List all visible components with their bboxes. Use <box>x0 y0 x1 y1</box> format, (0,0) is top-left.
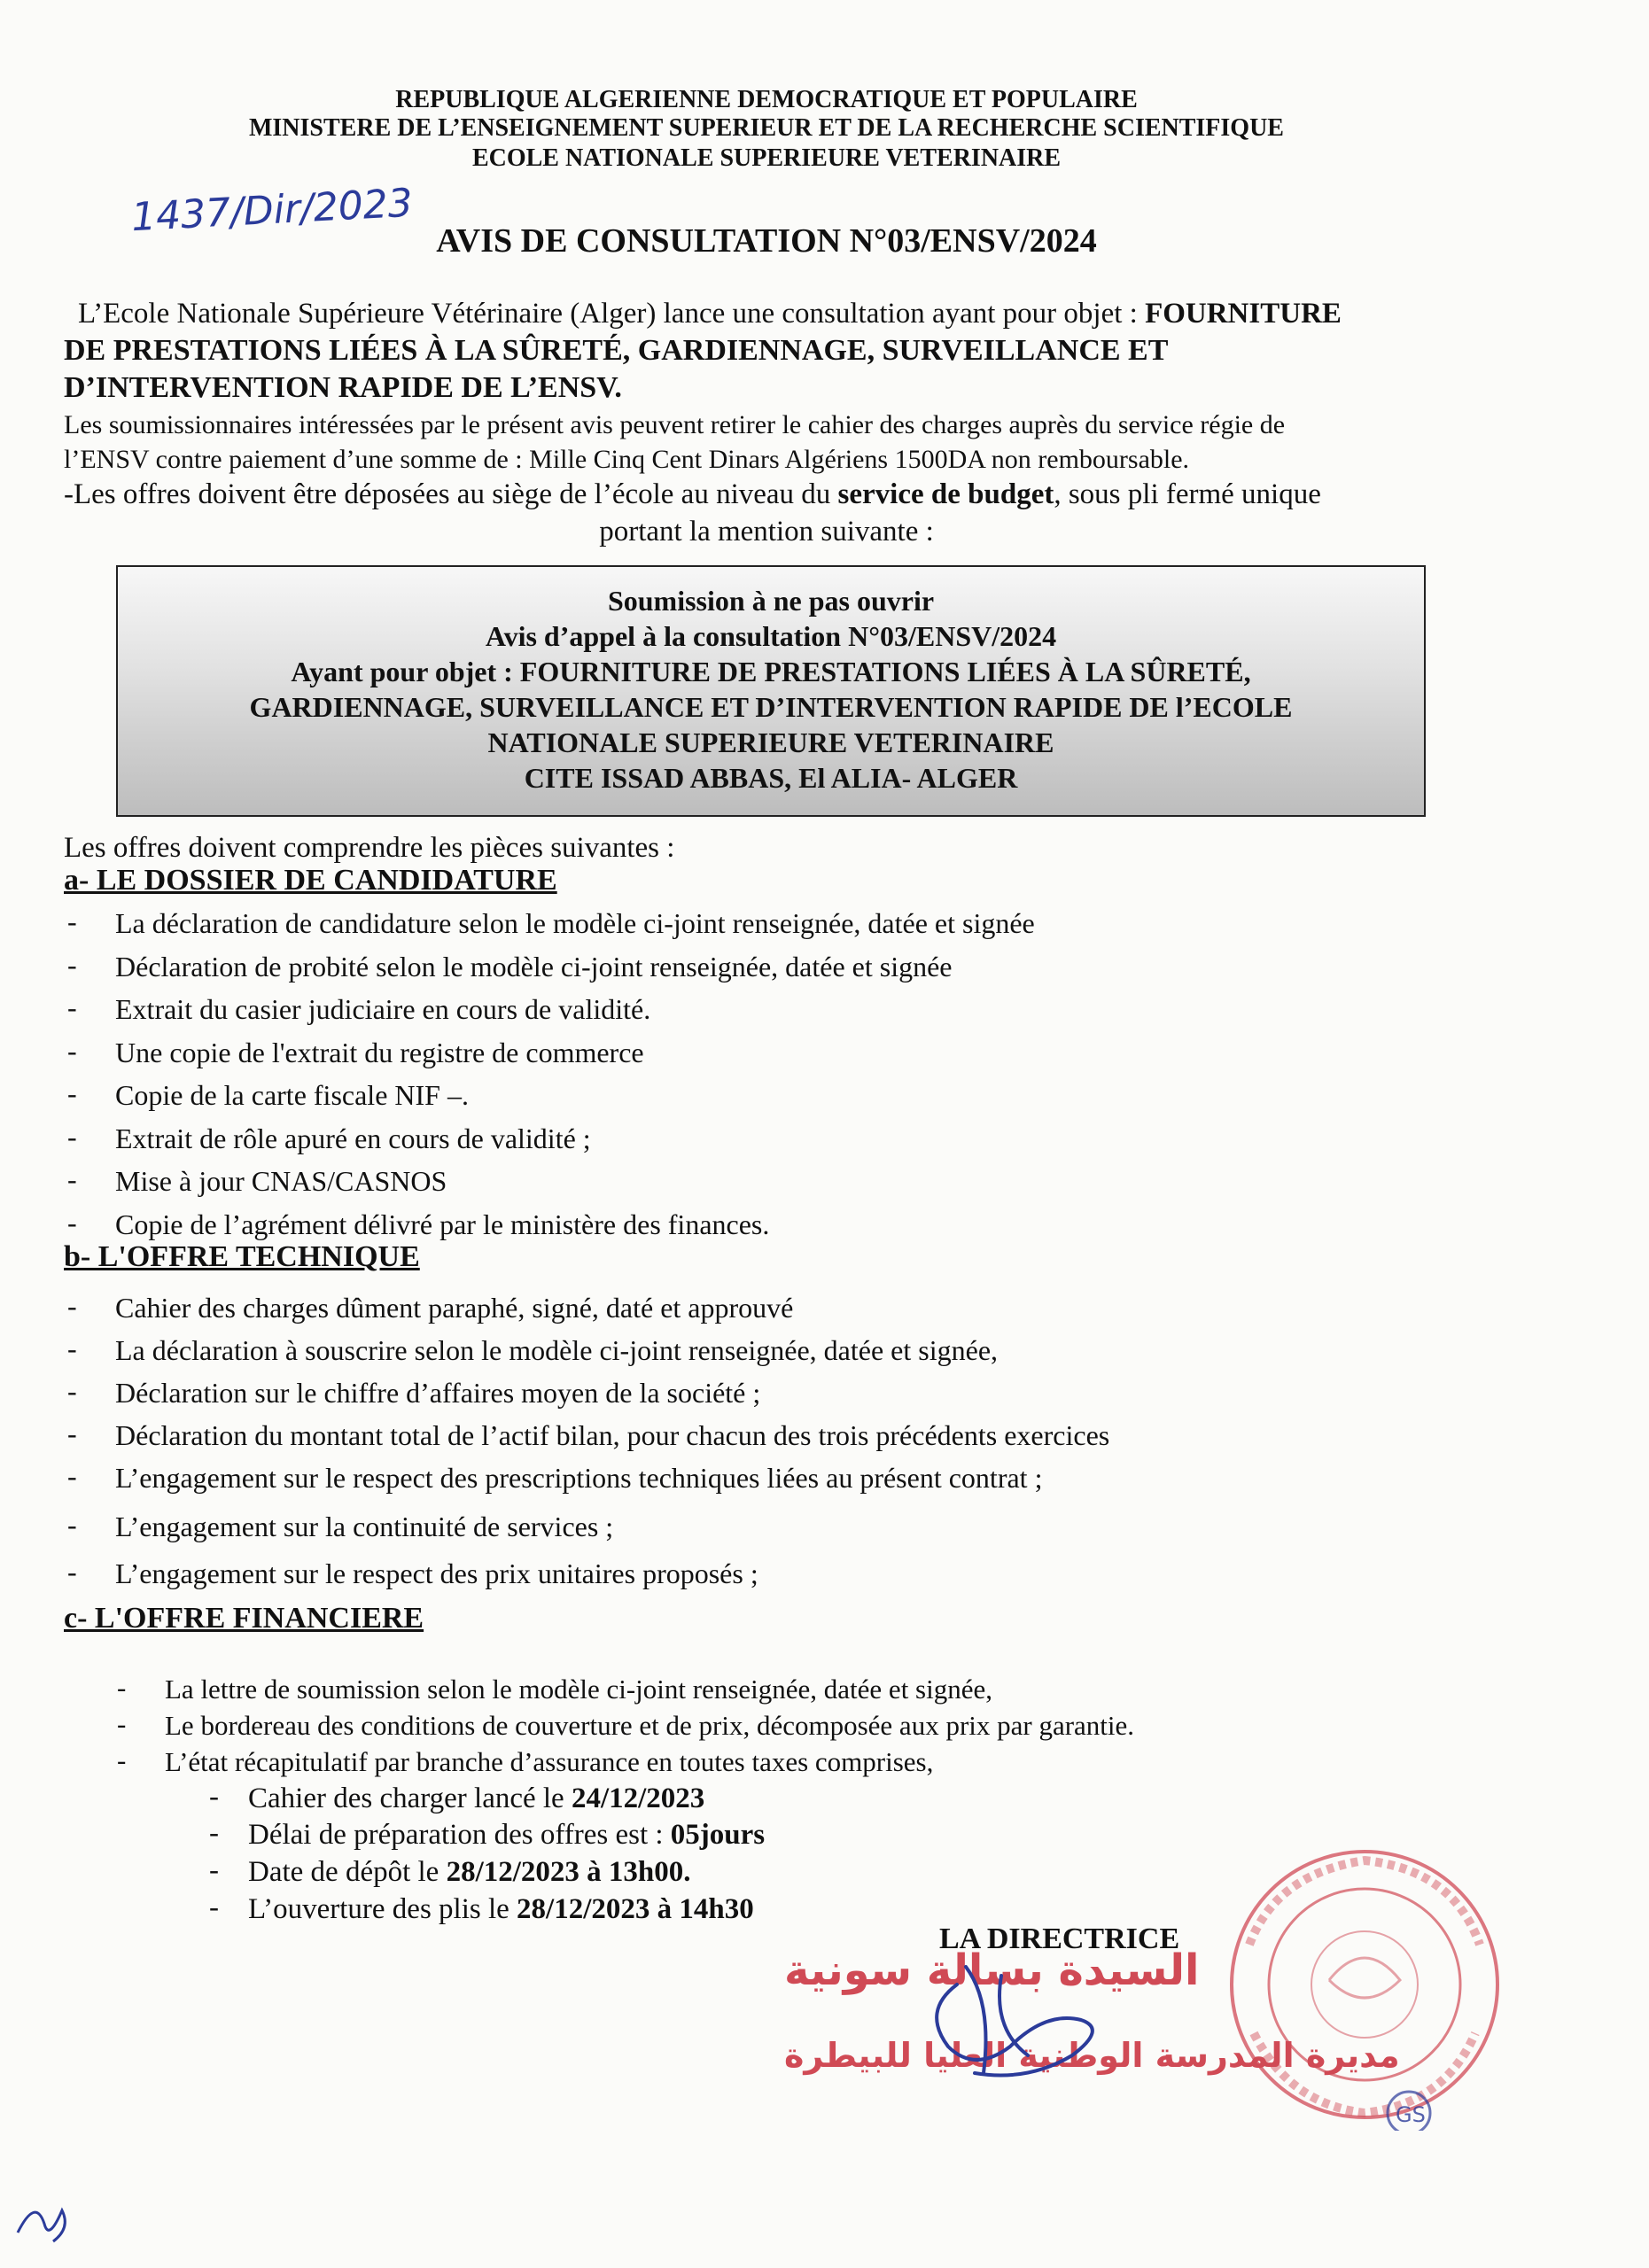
section-a-title: a- LE DOSSIER DE CANDIDATURE <box>64 864 557 897</box>
bullet-dash: - <box>67 905 77 937</box>
date-value: 24/12/2023 <box>571 1783 705 1814</box>
box-line-3: Ayant pour objet : FOURNITURE DE PRESTATIONS LIÉES À LA SÛRETÉ, <box>291 656 1251 687</box>
list-item: Copie de la carte fiscale NIF –. <box>115 1079 469 1111</box>
official-stamp <box>1214 1838 1515 2131</box>
bullet-dash: - <box>209 1891 219 1923</box>
bullet-dash: - <box>67 1375 77 1407</box>
list-item: Mise à jour CNAS/CASNOS <box>115 1165 447 1197</box>
bullet-dash: - <box>67 1034 77 1067</box>
header-line-1: REPUBLIQUE ALGERIENNE DEMOCRATIQUE ET POPULAIRE <box>395 86 1138 113</box>
list-item: Cahier des charges dûment paraphé, signé, daté et approuvé <box>115 1292 794 1324</box>
section-c-title: c- L'OFFRE FINANCIERE <box>64 1602 424 1635</box>
bullet-dash: - <box>67 991 77 1023</box>
intro-p3-bold: service de budget <box>837 478 1054 510</box>
list-item: Le bordereau des conditions de couverture et de prix, décomposée aux prix par garantie. <box>165 1710 1135 1741</box>
list-item: La lettre de soumission selon le modèle ci-joint renseignée, datée et signée, <box>165 1674 992 1705</box>
handwritten-signature <box>904 1931 1116 2100</box>
intro-paragraph-3-line-1 <box>64 477 1321 512</box>
intro-bold-2: DE PRESTATIONS LIÉES À LA SÛRETÉ, GARDIENNAGE, SURVEILLANCE ET <box>64 334 1169 367</box>
bullet-dash: - <box>67 1332 77 1364</box>
signature-role: LA DIRECTRICE <box>939 1922 1180 1955</box>
bullet-dash: - <box>67 1077 77 1109</box>
bullet-dash: - <box>67 1460 77 1492</box>
date-item <box>248 1891 754 1927</box>
list-item: Déclaration du montant total de l’actif bilan, pour chacun des trois précédents exercices <box>115 1419 1110 1451</box>
bullet-dash: - <box>67 1290 77 1322</box>
document-title: AVIS DE CONSULTATION N°03/ENSV/2024 <box>436 222 1097 260</box>
signature-title-arabic: مديرة المدرسة الوطنية العليا للبيطرة <box>784 2036 1400 2075</box>
list-item: Déclaration sur le chiffre d’affaires moyen de la société ; <box>115 1377 761 1409</box>
intro-text: L’Ecole Nationale Supérieure Vétérinaire (Alger) lance une consultation ayant pour objet : <box>78 298 1146 330</box>
intro-paragraph-3-line-2: portant la mention suivante : <box>599 516 934 548</box>
pieces-intro: Les offres doivent comprendre les pièces suivantes : <box>64 832 675 864</box>
date-label: L’ouverture des plis le <box>248 1893 517 1925</box>
list-item: Copie de l’agrément délivré par le ministère des finances. <box>115 1208 770 1240</box>
date-value: 05jours <box>670 1819 766 1851</box>
box-line-6: CITE ISSAD ABBAS, El ALIA- ALGER <box>524 762 1018 794</box>
date-value: 28/12/2023 à 14h30 <box>517 1893 754 1925</box>
bullet-dash: - <box>209 1817 219 1849</box>
list-item: La déclaration à souscrire selon le modèle ci-joint renseignée, datée et signée, <box>115 1334 999 1366</box>
intro-paragraph-1-line-1 <box>78 296 1342 331</box>
bullet-dash: - <box>67 948 77 981</box>
box-line-2: Avis d’appel à la consultation N°03/ENSV/2024 <box>485 620 1057 652</box>
intro-paragraph-2-line-2: l’ENSV contre paiement d’une somme de : Mille Cinq Cent Dinars Algériens 1500DA non remboursable. <box>64 445 1190 474</box>
intro-bold-1: FOURNITURE <box>1145 298 1342 330</box>
list-item: Déclaration de probité selon le modèle ci-joint renseignée, datée et signée <box>115 950 953 983</box>
bullet-dash: - <box>209 1781 219 1813</box>
box-line-4: GARDIENNAGE, SURVEILLANCE ET D’INTERVENTION RAPIDE DE l’ECOLE <box>249 691 1293 723</box>
signature-name-arabic: السيدة بسالة سونية <box>784 1946 1200 1995</box>
bullet-dash: - <box>67 1206 77 1239</box>
header-line-2: MINISTERE DE L’ENSEIGNEMENT SUPERIEUR ET DE LA RECHERCHE SCIENTIFIQUE <box>248 114 1284 142</box>
list-item: Une copie de l'extrait du registre de commerce <box>115 1036 644 1068</box>
bullet-dash: - <box>67 1556 77 1588</box>
date-label: Cahier des charger lancé le <box>248 1783 572 1814</box>
date-value: 28/12/2023 à 13h00. <box>446 1856 691 1888</box>
list-item: L’engagement sur le respect des prix unitaires proposés ; <box>115 1557 758 1589</box>
handwritten-reference: 1437/Dir/2023 <box>129 180 414 241</box>
svg-text:GS: GS <box>1396 2102 1426 2127</box>
bullet-dash: - <box>209 1854 219 1886</box>
date-item <box>248 1854 691 1890</box>
list-item: Extrait de rôle apuré en cours de validité ; <box>115 1122 591 1154</box>
bullet-dash: - <box>117 1708 127 1739</box>
margin-initials <box>9 2188 80 2250</box>
bullet-dash: - <box>67 1418 77 1449</box>
list-item: La déclaration de candidature selon le modèle ci-joint renseignée, datée et signée <box>115 907 1035 939</box>
box-line-5: NATIONALE SUPERIEURE VETERINAIRE <box>487 726 1054 758</box>
date-item <box>248 1781 704 1816</box>
bullet-dash: - <box>67 1120 77 1153</box>
bullet-dash: - <box>67 1163 77 1195</box>
list-item: L’engagement sur le respect des prescriptions techniques liées au présent contrat ; <box>115 1462 1043 1494</box>
list-item: L’engagement sur la continuité de services ; <box>115 1511 614 1542</box>
date-item <box>248 1817 765 1852</box>
intro-bold-3: D’INTERVENTION RAPIDE DE L’ENSV. <box>64 371 622 404</box>
bullet-dash: - <box>67 1509 77 1541</box>
list-item: Extrait du casier judiciaire en cours de validité. <box>115 993 651 1025</box>
intro-p3-start: -Les offres doivent être déposées au siège de l’école au niveau du <box>64 478 838 510</box>
date-label: Délai de préparation des offres est : <box>248 1819 671 1851</box>
header-line-3: ECOLE NATIONALE SUPERIEURE VETERINAIRE <box>471 144 1062 172</box>
box-line-1: Soumission à ne pas ouvrir <box>607 585 935 617</box>
list-item: L’état récapitulatif par branche d’assurance en toutes taxes comprises, <box>165 1746 934 1777</box>
date-label: Date de dépôt le <box>248 1856 447 1888</box>
section-b-title: b- L'OFFRE TECHNIQUE <box>64 1240 420 1273</box>
intro-p3-end: , sous pli fermé unique <box>1054 478 1321 510</box>
bullet-dash: - <box>117 1744 127 1775</box>
submission-label-box <box>116 565 1426 817</box>
bullet-dash: - <box>117 1672 127 1703</box>
intro-paragraph-2-line-1: Les soumissionnaires intéressées par le présent avis peuvent retirer le cahier des charges auprès du service régie de <box>64 410 1286 439</box>
